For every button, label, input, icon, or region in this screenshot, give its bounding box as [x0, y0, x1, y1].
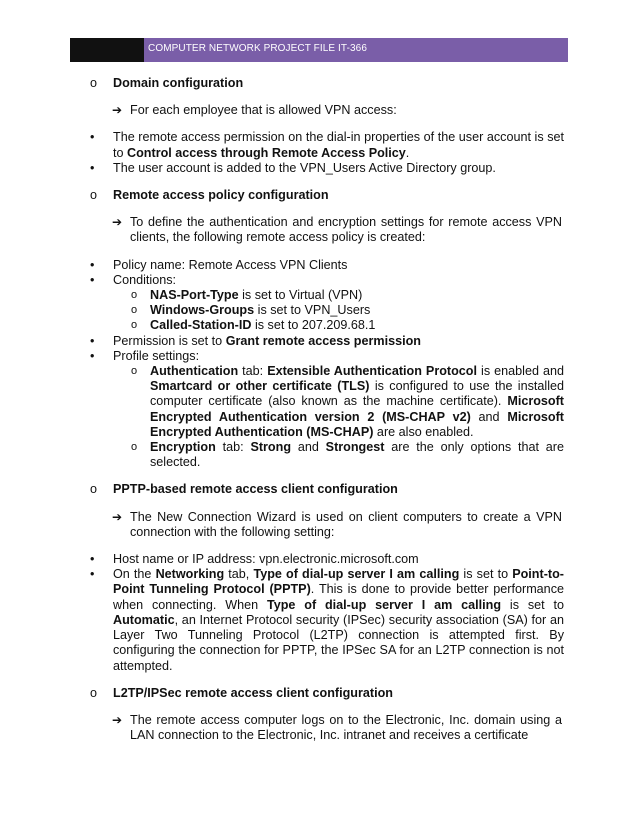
- list-item: • Policy name: Remote Access VPN Clients: [88, 258, 564, 273]
- sub-list-item: o Windows-Groups is set to VPN_Users: [88, 303, 564, 318]
- document-body: [88, 76, 564, 743]
- sub-list-item: o NAS-Port-Type is set to Virtual (VPN): [88, 288, 564, 303]
- list-item: • On the Networking tab, Type of dial-up server I am calling is set to Point-to-Point Tunneling Protocol (PPTP). This is done to provide better performance when connecting. When Type of dial-up server I am calling is set to Automatic, an Internet Protocol security (IPSec) security association (SA) for an Layer Two Tunneling Protocol (L2TP) connection is attempted first. By configuring the connection for PPTP, the IPSec SA for an L2TP connection is not attempted.: [88, 567, 564, 673]
- sub-list-item: o Called-Station-ID is set to 207.209.68.1: [88, 318, 564, 333]
- sub-list-item: o Encryption tab: Strong and Strongest are the only options that are selected.: [88, 440, 564, 470]
- header-title: COMPUTER NETWORK PROJECT FILE IT-366: [148, 43, 368, 54]
- arrow-icon: ➔: [112, 509, 123, 524]
- arrow-item: ➔ To define the authentication and encryption settings for remote access VPN clients, the following remote access policy is created:: [112, 215, 562, 245]
- list-item: • Conditions:: [88, 273, 564, 288]
- arrow-icon: ➔: [112, 103, 123, 118]
- arrow-icon: ➔: [112, 712, 123, 727]
- list-item: • The user account is added to the VPN_Users Active Directory group.: [88, 161, 564, 176]
- arrow-item: ➔ The New Connection Wizard is used on client computers to create a VPN connection with the following setting:: [112, 509, 562, 539]
- list-item: • Profile settings:: [88, 349, 564, 364]
- list-item: • The remote access permission on the dial-in properties of the user account is set to Control access through Remote Access Policy.: [88, 130, 564, 160]
- section-heading-l2tp: o L2TP/IPSec remote access client configuration: [88, 686, 564, 701]
- arrow-item: ➔ For each employee that is allowed VPN access:: [112, 103, 397, 118]
- page-header: [70, 38, 568, 62]
- arrow-item: ➔ The remote access computer logs on to the Electronic, Inc. domain using a LAN connection to the Electronic, Inc. intranet and receives a certificate: [112, 712, 562, 743]
- header-black-block: [70, 38, 144, 62]
- arrow-icon: ➔: [112, 215, 123, 230]
- sub-list-item: o Authentication tab: Extensible Authentication Protocol is enabled and Smartcard or other certificate (TLS) is configured to use the installed computer certificate (also known as the machine certificate). Microsoft Encrypted Authentication version 2 (MS-CHAP v2) and Microsoft Encrypted Authentication (MS-CHAP) are also enabled.: [88, 364, 564, 440]
- section-heading-pptp: o PPTP-based remote access client configuration: [88, 482, 564, 497]
- section-heading-policy: o Remote access policy configuration: [88, 188, 564, 203]
- list-item: • Host name or IP address: vpn.electronic.microsoft.com: [88, 552, 564, 567]
- list-item: • Permission is set to Grant remote access permission: [88, 334, 564, 349]
- section-heading-domain: o Domain configuration: [88, 76, 564, 91]
